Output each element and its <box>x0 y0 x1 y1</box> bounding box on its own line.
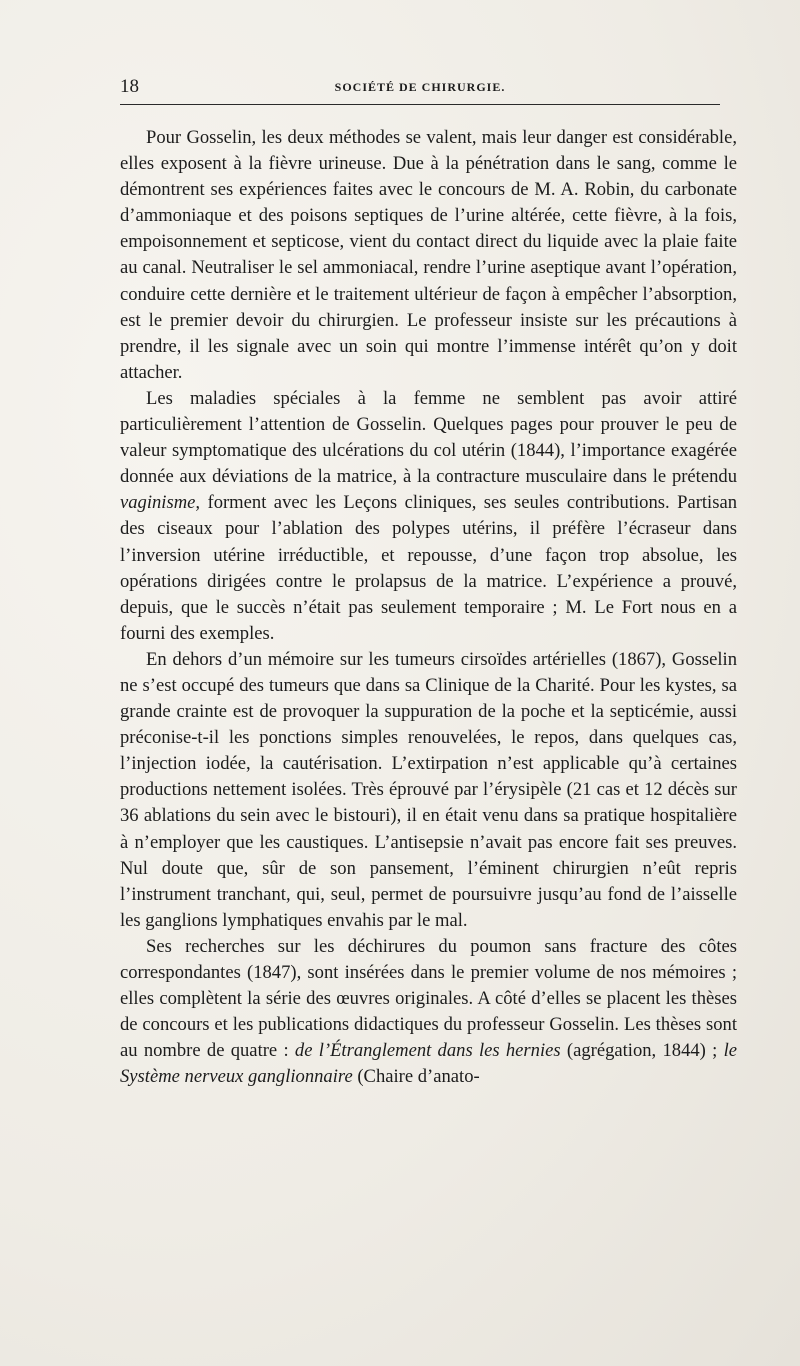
paragraph-4-italic-2: le Système nerveux ganglionnaire <box>120 1040 737 1088</box>
running-head: SOCIÉTÉ DE CHIRURGIE. <box>334 80 506 94</box>
body-text <box>120 125 737 1090</box>
page-header <box>120 76 720 100</box>
paragraph-4-text-b: (agrégation, 1844) ; <box>560 1040 724 1062</box>
paragraph-3: En dehors d’un mémoire sur les tumeurs cirsoïdes artérielles (1867), Gosselin ne s’est occupé des tumeurs que dans sa Clinique de la Charité. Pour les kystes, sa grande crainte est de provoquer la suppuration de la poche et la septicémie, aussi préconise-t-il les ponctions simples renouvelées, le repos, dans quelques cas, l’injection iodée, la cautérisation. L’extirpation n’est applicable qu’à certaines productions nettement isolées. Très éprouvé par l’érysipèle (21 cas et 12 décès sur 36 ablations du sein avec le bistouri), il en était venu dans sa pratique hospitalière à n’employer que les caustiques. L’antisepsie n’avait pas encore fait ses preuves. Nul doute que, sûr de son pansement, l’éminent chirurgien n’eût repris l’instrument tranchant, qui, seul, permet de poursuivre jusqu’au fond de l’aisselle les ganglions lymphatiques envahis par le mal. <box>120 648 737 931</box>
paragraph-4 <box>120 934 737 1091</box>
paragraph-1: Pour Gosselin, les deux méthodes se valent, mais leur danger est considérable, elles exposent à la fièvre urineuse. Due à la pénétration dans le sang, comme le démontrent ses expériences faites avec le concours de M. A. Robin, du carbonate d’ammoniaque et des poisons septiques de l’urine altérée, cette fièvre, à la fois, empoisonnement et septicose, vient du contact direct du liquide avec la plaie faite au canal. Neutraliser le sel ammoniacal, rendre l’urine aseptique avant l’opération, conduire cette dernière et le traitement ultérieur de façon à empêcher l’absorption, est le premier devoir du chirurgien. Le professeur insiste sur les précautions à prendre, il les signale avec un soin qui montre l’immense intérêt qu’on y doit attacher. <box>120 127 737 383</box>
paragraph-4-text-c: (Chaire d’anato- <box>352 1066 480 1088</box>
paragraph-4-italic-1: de l’Étranglement dans les hernies <box>294 1040 561 1062</box>
header-rule <box>120 104 720 105</box>
paragraph-2-text-b: forment avec les Leçons cliniques, ses seules contributions. Partisan des ciseaux pour l’ablation des polypes utérins, il préfère l’écraseur dans l’inversion utérine irréductible, et repousse, d’une façon trop absolue, les opérations dirigées contre le prolapsus de la matrice. L’expérience a prouvé, depuis, que le succès n’était pas seulement temporaire ; M. Le Fort nous en a fourni des exemples. <box>120 492 737 644</box>
paragraph-2 <box>120 386 737 647</box>
paragraph-4-text-a: Ses recherches sur les déchirures du poumon sans fracture des côtes correspondantes (1847), sont insérées dans le premier volume de nos mémoires ; elles complètent la série des œuvres originales. A côté d’elles se placent les thèses de concours et les publications didactiques du professeur Gosselin. Les thèses sont au nombre de quatre : <box>120 935 737 1062</box>
paragraph-2-italic: vaginisme, <box>120 492 201 514</box>
page-number: 18 <box>120 76 139 97</box>
paragraph-2-text-a: Les maladies spéciales à la femme ne semblent pas avoir attiré particulièrement l’attention de Gosselin. Quelques pages pour prouver le peu de valeur symptomatique des ulcérations du col utérin (1844), l’importance exagérée donnée aux déviations de la matrice, à la contracture musculaire dans le prétendu <box>120 387 737 488</box>
